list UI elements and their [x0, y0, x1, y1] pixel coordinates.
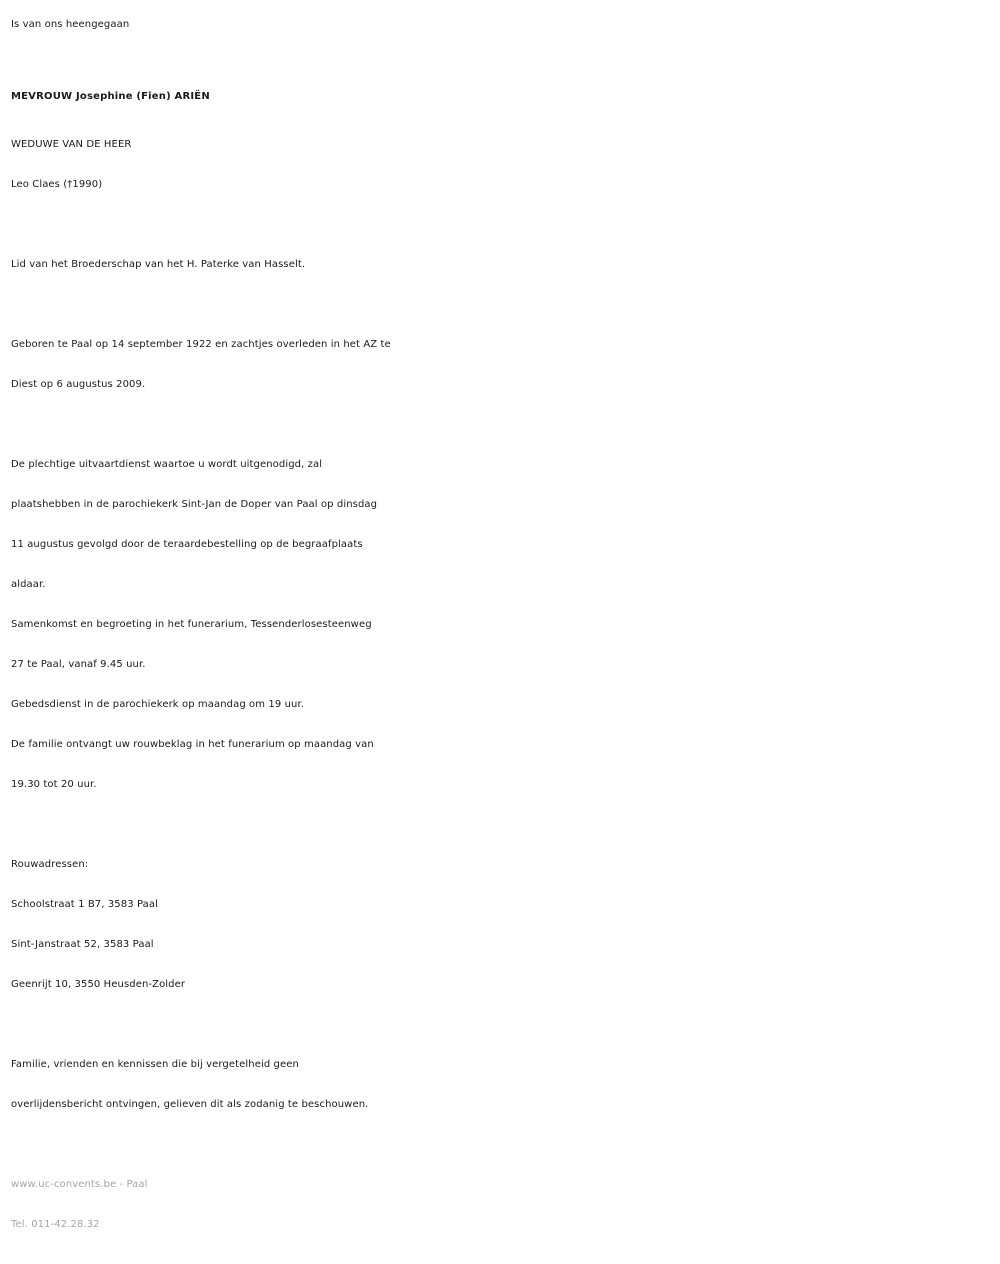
deceased-name: MEVROUW Josephine (Fien) ARIËN — [11, 91, 210, 102]
paragraph-line: Diest op 6 augustus 2009. — [11, 379, 146, 390]
funeral-home-footer — [11, 1165, 996, 1245]
mourning-addresses — [11, 845, 996, 1005]
spacer — [11, 205, 996, 245]
spacer — [11, 405, 996, 445]
paragraph-line: Familie, vrienden en kennissen die bij vergetelheid geen — [11, 1059, 299, 1070]
phone-text: Tel. 011-42.28.32 — [11, 1219, 100, 1230]
death-notice — [11, 5, 996, 1245]
spacer — [11, 1125, 996, 1165]
paragraph-line: De plechtige uitvaartdienst waartoe u wordt uitgenodigd, zal — [11, 459, 323, 470]
paragraph-line: Gebedsdienst in de parochiekerk op maandag om 19 uur. — [11, 699, 305, 710]
paragraph-line: Geboren te Paal op 14 september 1922 en zachtjes overleden in het AZ te — [11, 339, 391, 350]
paragraph-line: 27 te Paal, vanaf 9.45 uur. — [11, 659, 146, 670]
website-text: www.uc-convents.be - Paal — [11, 1179, 148, 1190]
paragraph-line: overlijdensbericht ontvingen, gelieven dit als zodanig te beschouwen. — [11, 1099, 369, 1110]
address-item: Schoolstraat 1 B7, 3583 Paal — [11, 899, 158, 910]
paragraph-line: aldaar. — [11, 579, 46, 590]
address-item: Sint-Janstraat 52, 3583 Paal — [11, 939, 154, 950]
spacer — [11, 285, 996, 325]
spacer — [11, 1005, 996, 1045]
closing-paragraph — [11, 1045, 996, 1125]
addresses-label: Rouwadressen: — [11, 859, 89, 870]
service-paragraph — [11, 445, 996, 805]
paragraph-line: Samenkomst en begroeting in het funerarium, Tessenderlosesteenweg — [11, 619, 372, 630]
husband-line: Leo Claes (†1990) — [11, 179, 103, 190]
address-item: Geenrijt 10, 3550 Heusden-Zolder — [11, 979, 186, 990]
spacer — [11, 805, 996, 845]
birth-death-paragraph — [11, 325, 996, 405]
paragraph-line: 19.30 tot 20 uur. — [11, 779, 97, 790]
intro-text: Is van ons heengegaan — [11, 19, 130, 30]
paragraph-line: plaatshebben in de parochiekerk Sint-Jan de Doper van Paal op dinsdag — [11, 499, 378, 510]
paragraph-line: 11 augustus gevolgd door de teraardebestelling op de begraafplaats — [11, 539, 363, 550]
paragraph-line: De familie ontvangt uw rouwbeklag in het funerarium op maandag van — [11, 739, 374, 750]
membership-text: Lid van het Broederschap van het H. Paterke van Hasselt. — [11, 259, 306, 270]
widow-line: WEDUWE VAN DE HEER — [11, 139, 132, 150]
